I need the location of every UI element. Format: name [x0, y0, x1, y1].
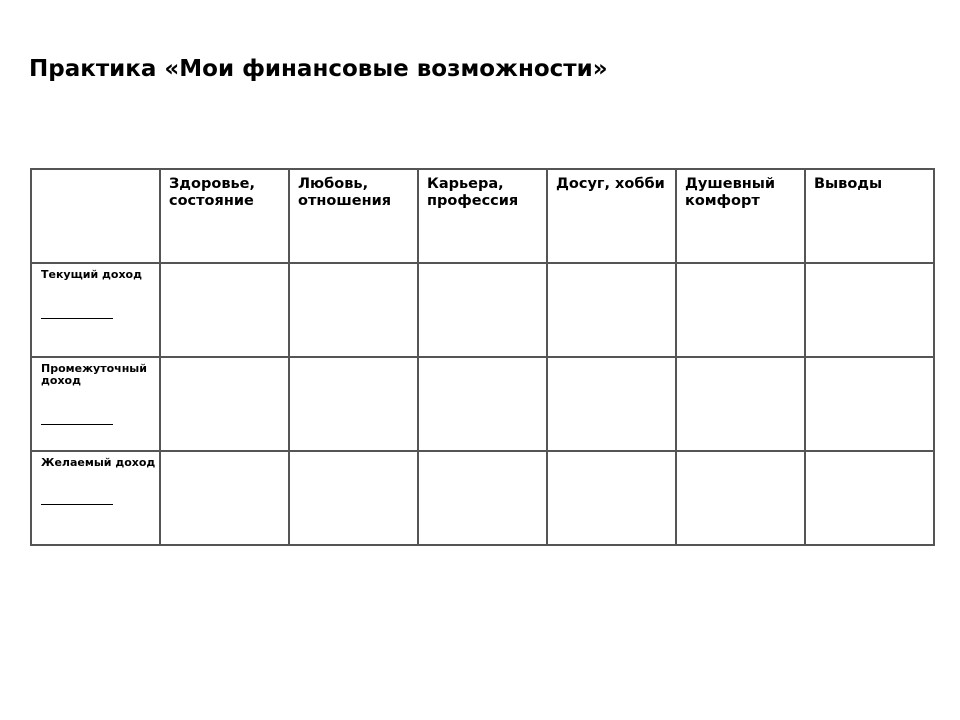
table-cell[interactable] — [160, 357, 289, 451]
blank-line — [41, 504, 113, 505]
corner-cell — [31, 169, 160, 263]
column-header-comfort: Душевный комфорт — [676, 169, 805, 263]
row-label-cell: Текущий доход — [31, 263, 160, 357]
table-cell[interactable] — [418, 451, 547, 545]
table-cell[interactable] — [676, 451, 805, 545]
table-cell[interactable] — [289, 263, 418, 357]
row-label-cell: Промежуточный доход — [31, 357, 160, 451]
table-cell[interactable] — [547, 451, 676, 545]
table-cell[interactable] — [805, 263, 934, 357]
table-cell[interactable] — [547, 263, 676, 357]
table-cell[interactable] — [805, 451, 934, 545]
table-row-current-income — [31, 263, 934, 357]
column-header-career: Карьера, профессия — [418, 169, 547, 263]
table-cell[interactable] — [289, 357, 418, 451]
table-row-desired-income — [31, 451, 934, 545]
page-title: Практика «Мои финансовые возможности» — [29, 56, 608, 82]
column-header-leisure: Досуг, хобби — [547, 169, 676, 263]
table-cell[interactable] — [289, 451, 418, 545]
column-header-love: Любовь, отношения — [289, 169, 418, 263]
table-cell[interactable] — [676, 263, 805, 357]
table-cell[interactable] — [160, 263, 289, 357]
column-header-conclusions: Выводы — [805, 169, 934, 263]
blank-line — [41, 318, 113, 319]
column-header-health: Здоровье, состояние — [160, 169, 289, 263]
financial-possibilities-table — [30, 168, 935, 546]
table-cell[interactable] — [676, 357, 805, 451]
table-cell[interactable] — [547, 357, 676, 451]
header-row — [31, 169, 934, 263]
table-cell[interactable] — [805, 357, 934, 451]
row-label-cell: Желаемый доход — [31, 451, 160, 545]
table-cell[interactable] — [418, 357, 547, 451]
table-cell[interactable] — [418, 263, 547, 357]
table-cell[interactable] — [160, 451, 289, 545]
blank-line — [41, 424, 113, 425]
table-row-intermediate-income — [31, 357, 934, 451]
